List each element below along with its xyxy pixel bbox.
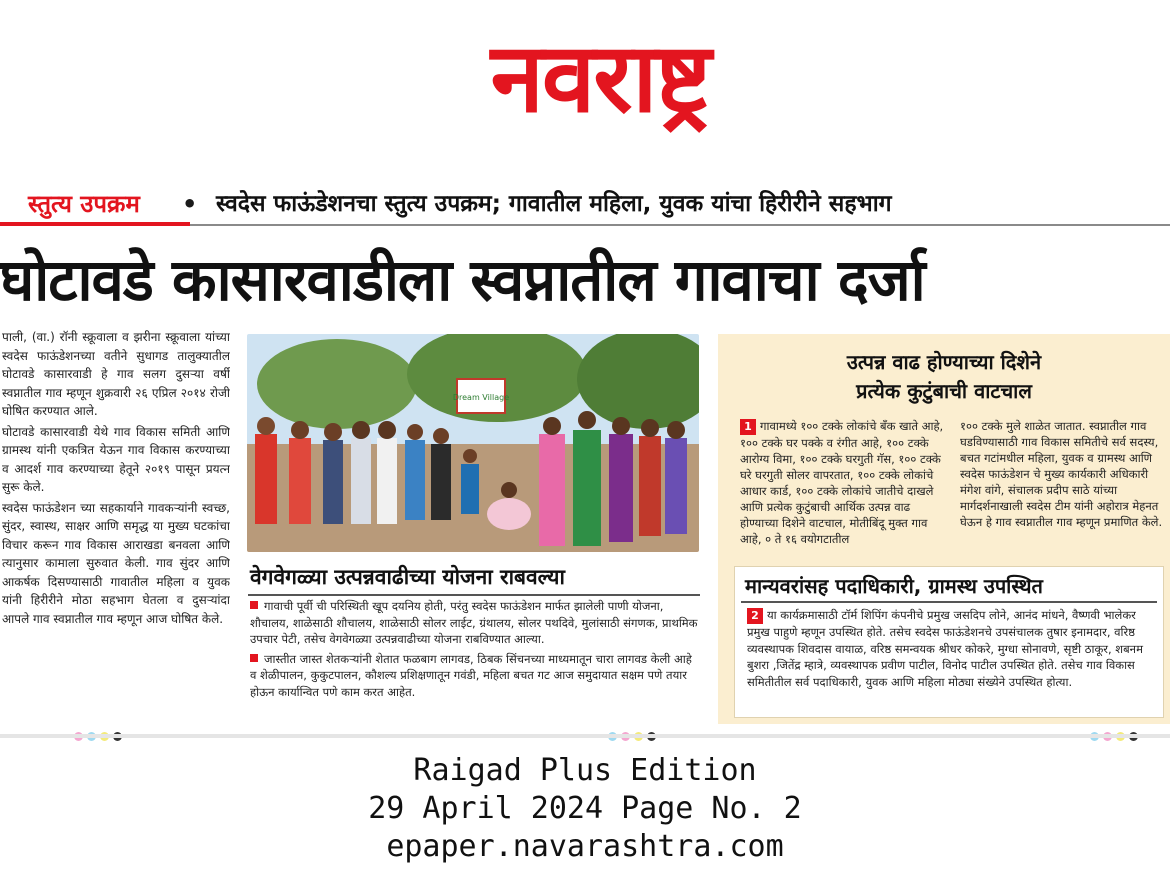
kicker-row — [0, 186, 1170, 228]
right-box-heading-line-1: उत्पन्न वाढ होण्याच्या दिशेने — [846, 350, 1042, 374]
color-registration-marks-center — [608, 726, 660, 734]
right-box-heading — [718, 348, 1170, 406]
right-sidebar-box — [718, 334, 1170, 724]
color-registration-marks-left — [74, 726, 126, 734]
left-paragraph-2: घोटावडे कासारवाडी येथे गाव विकास समिती आणि ग्रामस्थ यांनी एकत्रित येऊन गाव विकास करण्याच्या व आदर्श गाव करण्याच्या हेतूने २०१९ पासून प्रयत्न सुरू केले. — [2, 424, 230, 494]
masthead — [0, 0, 1170, 170]
center-paragraph-1 — [250, 598, 700, 648]
center-section-heading: वेगवेगळ्या उत्पन्नवाढीच्या योजना राबवल्या — [250, 565, 565, 589]
article-headline: घोटावडे कासारवाडीला स्वप्नातील गावाचा दर्जा — [0, 246, 925, 314]
epaper-url[interactable]: epaper.navarashtra.com — [386, 829, 784, 864]
kicker-label: स्तुत्य उपक्रम — [28, 190, 140, 218]
number-badge-2: 2 — [747, 608, 763, 624]
red-square-icon — [250, 601, 258, 609]
left-paragraph-1: पाली, (वा.) रॉनी स्क्रूवाला व झरीना स्क्रूवाला यांच्या स्वदेस फाऊंडेशनच्या वतीने सुधागड तालुक्यातील घोटावडे कासारवाडी हे गाव सलग दुसऱ्या वर्षी स्वप्नातील गाव म्हणून शुक्रवारी २६ एप्रिल २०१४ रोजी घोषित करण्यात आले. — [2, 330, 230, 418]
guests-rule — [741, 601, 1157, 603]
kicker-text: स्वदेस फाऊंडेशनचा स्तुत्य उपक्रम; गावातील महिला, युवक यांचा हिरीरीने सहभाग — [216, 191, 892, 217]
right-box-column-1 — [740, 418, 944, 547]
group-photo — [247, 334, 699, 552]
center-rule — [248, 594, 700, 596]
guests-box — [734, 566, 1164, 718]
center-paragraph-1-text: गावाची पूर्वी ची परिस्थिती खूप दयनिय होती, परंतु स्वदेस फाऊंडेशन मार्फत झालेली पाणी योजना, शौचालय, शाळेसाठी शौचालय, शाळेसाठी सोलर लाईट, ग्रंथालय, सोलर पथदिवे, मुलांसाठी संगणक, प्राथमिक उपचार पेटी, तसेच वेगवेगळ्या उत्पन्नवाढीच्या योजना राबविण्यात आल्या. — [250, 599, 698, 646]
dream-village-sign: Dream Village — [452, 393, 510, 402]
kicker-underline — [0, 222, 190, 226]
footer — [0, 752, 1170, 866]
number-badge-1: 1 — [740, 419, 756, 435]
guests-heading: मान्यवरांसह पदाधिकारी, ग्रामस्थ उपस्थित — [745, 574, 1043, 598]
guests-body — [747, 607, 1155, 690]
right-box-column-2: १०० टक्के मुले शाळेत जातात. स्वप्नातील गाव घडविण्यासाठी गाव विकास समितीचे सर्व सदस्य, बचत गटांमधील महिला, युवक व ग्रामस्थ आणि स्वदेस फाऊंडेशन चे मुख्य कार्यकारी अधिकारी मंगेश वांगे, संचालक प्रदीप साठे यांच्या मार्गदर्शनाखाली स्वदेस टीम यांनी अहोरात्र मेहनत घेऊन हे गाव स्वप्नातील गाव म्हणून प्रमाणित केले. — [960, 419, 1163, 529]
center-paragraph-2-text: जास्तीत जास्त शेतकऱ्यांनी शेतात फळबाग लागवड, ठिबक सिंचनच्या माध्यमातून चारा लागवड केली आहे व शेळीपालन, कुकुटपालन, कौशल्य प्रशिक्षणातून गवंडी, महिला बचत गट आज समुदायात सक्षम पणे तयार होऊन कार्यान्वित पणे काम करत आहेत. — [250, 651, 692, 699]
right-box-heading-line-2: प्रत्येक कुटुंबाची वाटचाल — [856, 379, 1032, 403]
footer-divider — [0, 734, 1170, 738]
bullet-icon: • — [182, 190, 198, 218]
center-paragraph-2 — [250, 651, 700, 701]
newspaper-logo: नवराष्ट्र — [490, 22, 710, 134]
color-registration-marks-right — [1090, 726, 1142, 734]
guests-body-text: या कार्यक्रमासाठी टॉर्म शिपिंग कंपनीचे प्रमुख जसदिप लोने, आनंद मांधने, वैष्णवी भालेकर प्रमुख पाहुणे म्हणून उपस्थित होते. तसेच स्वदेस फाऊंडेशनचे उपसंचालक तुषार इनामदार, वरिष्ठ व्यवस्थापक शिवदास वायाळ, वरिष्ठ समन्वयक श्रीधर कोकरे, मुग्धा सोनावणे, सृष्टी ठाकूर, शबनम बुशरा ,जितेंद्र म्हात्रे, व्यवस्थापक प्रवीण पाटील, विनोद पाटील उपस्थित होते. तसेच गाव विकास समितीतील सर्व पदाधिकारी, युवक आणि महिला मोठ्या संख्येने उपस्थित होत्या. — [747, 608, 1143, 689]
center-body — [250, 598, 700, 703]
red-square-icon — [250, 654, 258, 662]
kicker-rule — [190, 224, 1170, 226]
left-column — [2, 328, 230, 723]
left-paragraph-3: स्वदेस फाऊंडेशन च्या सहकार्याने गावकऱ्यांनी स्वच्छ, सुंदर, स्वास्थ, साक्षर आणि समृद्ध या मुख्य घटकांचा विचार करून गाव विकास आराखडा बनवला आणि त्यानुसार कामाला सुरुवात केली. गाव सुंदर आणि आकर्षक दिसण्यासाठी गावातील महिला व युवक यांनी हिरीरीने मोठा सहभाग घेतला व दुसऱ्यांदा आपले गाव स्वप्नातील गाव म्हणून आज घोषित केले. — [2, 500, 230, 626]
right-box-column-1-text: गावामध्ये १०० टक्के लोकांचे बँक खाते आहे, १०० टक्के घर पक्के व रंगीत आहे, १०० टक्के आरोग्य विमा, १०० टक्के घरगुती गॅस, १०० टक्के घरे घरगुती सोलर वापरतात, १०० टक्के लोकांचे आधार कार्ड, १०० टक्के लोकांचे जातीचे दाखले आणि प्रत्येक कुटुंबाची आर्थिक उत्पन्न वाढ होण्याच्या दिशेने वाटचाल, मोतीबिंदू मुक्त गाव आहे, ० ते १६ वयोगटातील — [740, 419, 944, 546]
group-photo-illustration — [247, 334, 699, 552]
date-page-label: 29 April 2024 Page No. 2 — [368, 791, 802, 826]
edition-label: Raigad Plus Edition — [413, 753, 757, 788]
